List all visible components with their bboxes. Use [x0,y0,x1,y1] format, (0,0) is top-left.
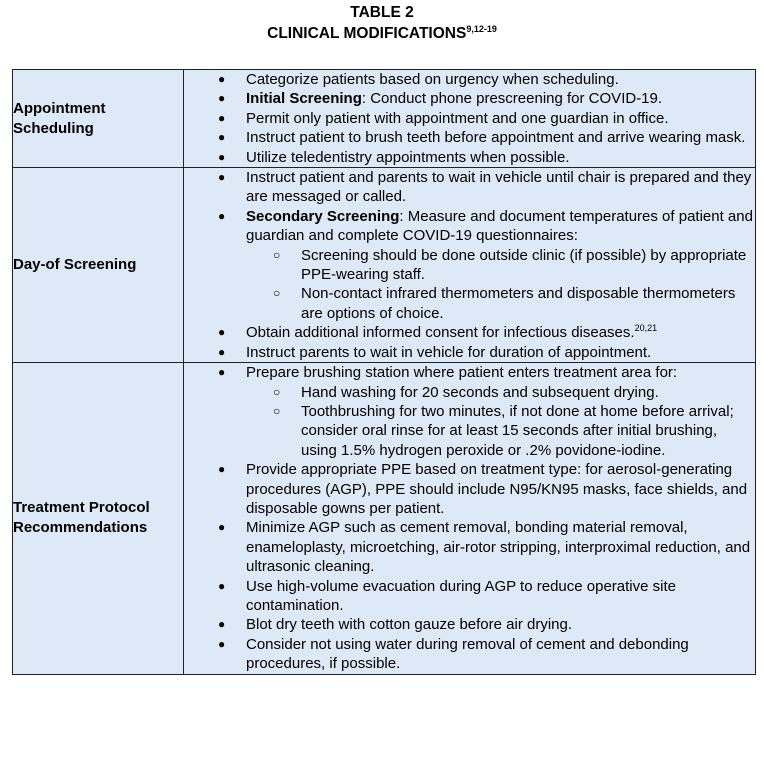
bullet-list [184,168,755,362]
row-label: Day-of Screening [13,168,184,363]
sub-bullet-item: ○ Non-contact infrared thermometers and disposable thermometers are options of choice. [246,284,755,323]
table-row-treatment-protocol [13,363,756,675]
sub-bullet-item: ○ Toothbrushing for two minutes, if not done at home before arrival; consider oral rinse for at least 15 seconds after initial brushing, using 1.5% hydrogen peroxide or .2% povidone-iodine. [246,402,755,460]
bullet-item [184,460,755,518]
sub-bullet-item: ○ Hand washing for 20 seconds and subsequent drying. [246,383,755,402]
sub-bullet-list [246,383,755,461]
bullet-text: Categorize patients based on urgency when scheduling. [246,71,619,88]
bullet-item [184,518,755,576]
bullet-item [184,70,755,89]
row-label: Appointment Scheduling [13,70,184,168]
bullet-item [184,207,755,323]
bullet-item [184,577,755,616]
bullet-text: Blot dry teeth with cotton gauze before air drying. [246,616,573,634]
bullet-text: Instruct parents to wait in vehicle for duration of appointment. [246,343,652,361]
sub-bullet-list [246,246,755,324]
table-subtitle [0,24,764,44]
row-label: Treatment Protocol Recommendations [13,363,184,675]
bullet-list [184,363,755,674]
bullet-bold-lead: Initial Screening [246,90,362,108]
table-title: TABLE 2 [350,4,414,21]
bullet-bold-lead: Secondary Screening [246,207,400,225]
bullet-item [184,109,755,128]
bullet-list [184,70,755,167]
bullet-text: : Conduct phone prescreening for COVID-19. [361,90,663,108]
bullet-item [184,363,755,460]
bullet-text: Instruct patient and parents to wait in vehicle until chair is prepared and they are messaged or called. [246,169,752,206]
bullet-text: Instruct patient to brush teeth before appointment and arrive wearing mask. [246,129,746,147]
bullet-text: : Measure and document temperatures of patient and guardian and complete COVID-19 questionnaires: [246,207,753,245]
bullet-text: Prepare brushing station where patient enters treatment area for: [246,364,678,382]
bullet-text: Utilize teledentistry appointments when possible. [246,148,570,166]
row-content [184,70,756,168]
table-row-day-of-screening [13,168,756,363]
row-content [184,168,756,363]
bullet-text: Minimize AGP such as cement removal, bonding material removal, enameloplasty, microetching, air-rotor stripping, interproximal reduction, and ultrasonic cleaning. [246,519,751,576]
sub-bullet-item: ○ Screening should be done outside clinic (if possible) by appropriate PPE-wearing staff. [246,246,755,285]
bullet-text: Permit only patient with appointment and one guardian in office. [246,109,669,127]
citation-superscript: 20,21 [634,323,658,334]
bullet-item [184,343,755,362]
bullet-item [184,89,755,108]
bullet-item [184,323,755,342]
row-content [184,363,756,675]
clinical-modifications-table [12,69,756,675]
bullet-text: Provide appropriate PPE based on treatment type: for aerosol-generating procedures (AGP), PPE should include N95/KN95 masks, face shields, and disposable gowns per patient. [246,461,748,517]
table-row-appointment-scheduling [13,70,756,168]
bullet-item [184,615,755,634]
bullet-item [184,128,755,147]
bullet-item [184,148,755,167]
subtitle-text: CLINICAL MODIFICATIONS [267,25,467,42]
bullet-text: Consider not using water during removal of cement and debonding procedures, if possible. [246,635,689,673]
subtitle-citation: 9,12-19 [466,24,497,34]
bullet-item [184,168,755,207]
bullet-item [184,635,755,674]
bullet-text: Obtain additional informed consent for infectious diseases. [246,324,635,342]
bullet-text: Use high-volume evacuation during AGP to reduce operative site contamination. [246,577,676,614]
